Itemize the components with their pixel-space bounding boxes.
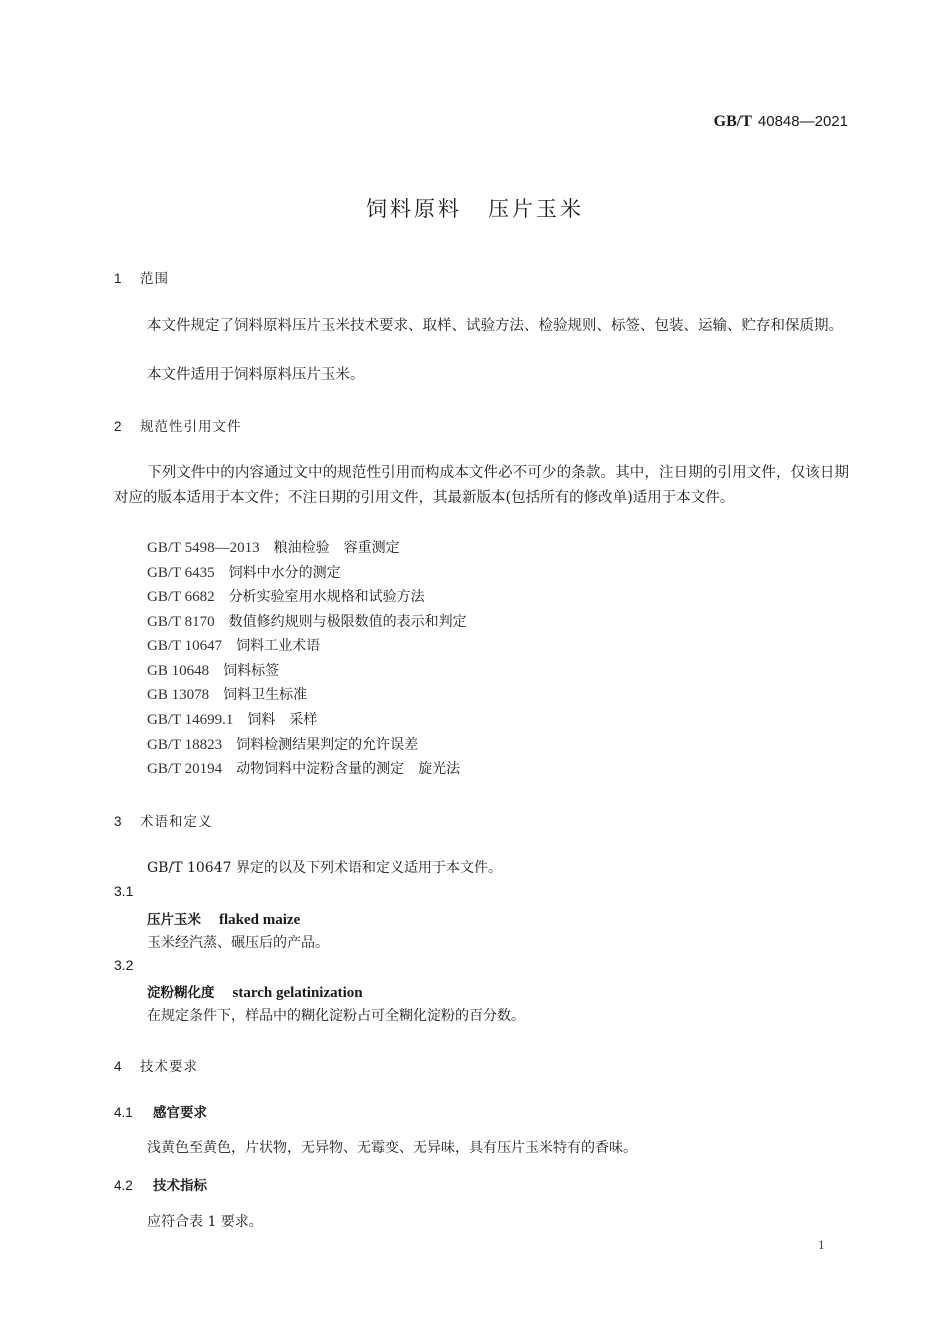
reference-item: GB/T 6435 饲料中水分的测定 <box>147 565 341 581</box>
reference-item: GB/T 5498—2013 粮油检验 容重测定 <box>147 540 400 556</box>
subsection-4-1-heading: 4.1 感官要求 <box>114 1105 207 1121</box>
term-3-2 <box>147 981 363 1002</box>
section-1-heading: 1 范围 <box>114 271 169 287</box>
subsection-4-2-text: 应符合表 1 要求。 <box>147 1214 263 1230</box>
term-3-1-definition: 玉米经汽蒸、碾压后的产品。 <box>147 935 329 951</box>
term-3-2-definition: 在规定条件下，样品中的糊化淀粉占可全糊化淀粉的百分数。 <box>147 1008 525 1024</box>
reference-item: GB 10648 饲料标签 <box>147 663 280 679</box>
section-3-title: 术语和定义 <box>140 814 213 830</box>
page-number: 1 <box>818 1237 825 1252</box>
reference-item: GB/T 14699.1 饲料 采样 <box>147 712 318 728</box>
subsection-4-1-text: 浅黄色至黄色，片状物，无异物、无霉变、无异味，具有压片玉米特有的香味。 <box>147 1140 637 1156</box>
term-zh: 淀粉糊化度 <box>147 985 215 1001</box>
standard-code <box>714 113 848 131</box>
term-en: starch gelatinization <box>232 985 363 1001</box>
section-2-title: 规范性引用文件 <box>140 419 242 435</box>
term-3-1 <box>147 908 300 929</box>
term-3-2-number: 3.2 <box>114 957 134 973</box>
term-zh: 压片玉米 <box>147 912 201 928</box>
section-3-heading: 3 术语和定义 <box>114 814 213 830</box>
title-part1: 饲料原料 <box>366 197 462 221</box>
reference-item: GB/T 10647 饲料工业术语 <box>147 638 321 654</box>
section-1-paragraph-1: 本文件规定了饲料原料压片玉米技术要求、取样、试验方法、检验规则、标签、包装、运输、贮存和保质期。 <box>147 318 843 334</box>
reference-item: GB 13078 饲料卫生标准 <box>147 687 308 703</box>
title-part2: 压片玉米 <box>488 197 584 221</box>
reference-item: GB/T 8170 数值修约规则与极限数值的表示和判定 <box>147 614 467 630</box>
section-1-title: 范围 <box>140 271 169 287</box>
reference-item: GB/T 6682 分析实验室用水规格和试验方法 <box>147 589 425 605</box>
term-3-1-number: 3.1 <box>114 883 134 899</box>
term-en: flaked maize <box>219 912 301 928</box>
subsection-4-2-heading: 4.2 技术指标 <box>114 1178 207 1194</box>
section-2-heading: 2 规范性引用文件 <box>114 419 242 435</box>
section-2-paragraph: 下列文件中的内容通过文中的规范性引用而构成本文件必不可少的条款。其中，注日期的引用文件，仅该日期对应的版本适用于本文件；不注日期的引用文件，其最新版本(包括所有的修改单)适用于本文件。 <box>114 465 849 506</box>
document-title <box>0 193 950 223</box>
standard-number: 40848—2021 <box>757 113 848 130</box>
reference-item: GB/T 20194 动物饲料中淀粉含量的测定 旋光法 <box>147 761 461 777</box>
section-1-paragraph-2: 本文件适用于饲料原料压片玉米。 <box>147 367 365 383</box>
section-3-intro: GB/T 10647 界定的以及下列术语和定义适用于本文件。 <box>147 860 502 876</box>
reference-item: GB/T 18823 饲料检测结果判定的允许误差 <box>147 737 419 753</box>
section-4-title: 技术要求 <box>140 1059 198 1075</box>
section-4-heading: 4 技术要求 <box>114 1059 198 1075</box>
subsection-4-1-title: 感官要求 <box>153 1105 207 1121</box>
standard-prefix: GB/T <box>713 113 752 130</box>
subsection-4-2-title: 技术指标 <box>153 1178 207 1194</box>
